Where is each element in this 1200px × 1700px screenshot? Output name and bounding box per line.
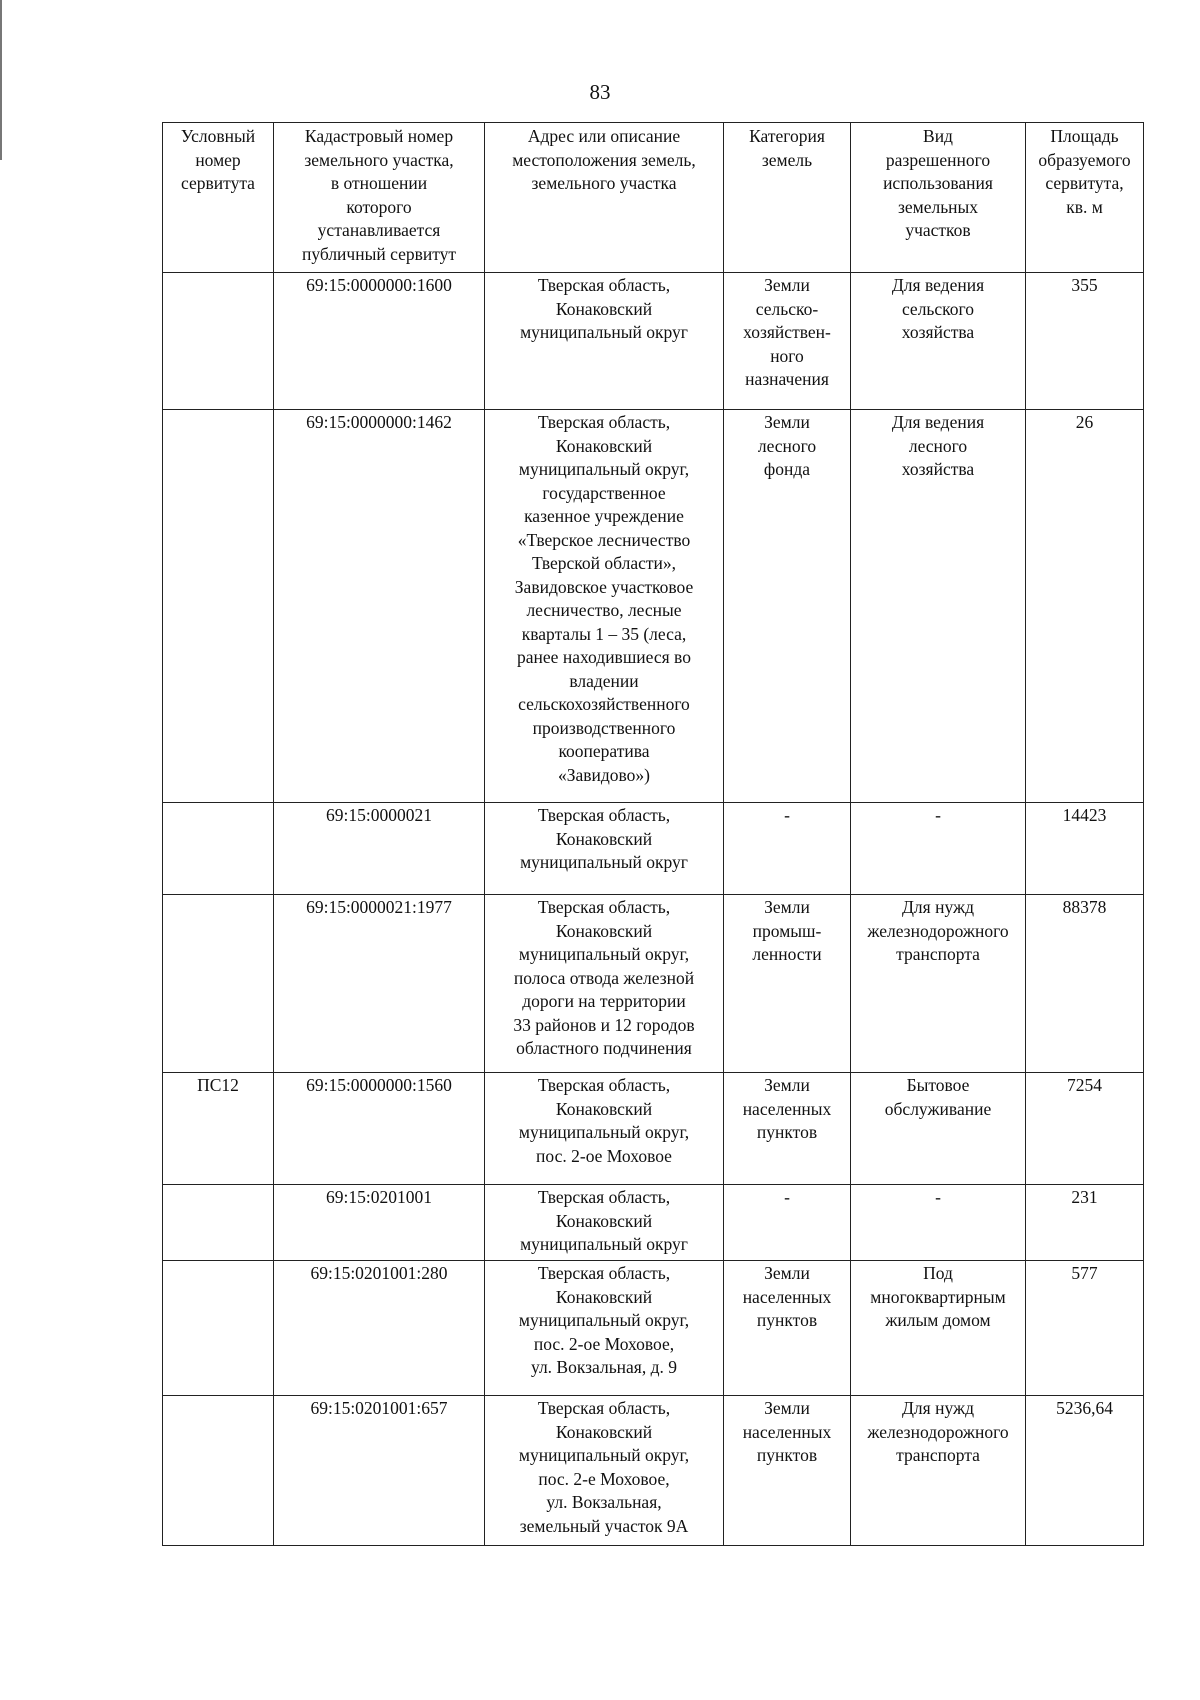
permitted-use-cell: Под многоквартирным жилым домом (851, 1261, 1026, 1396)
area-cell: 26 (1026, 410, 1144, 803)
table-row (163, 1185, 1144, 1261)
area-cell: 231 (1026, 1185, 1144, 1261)
header-servitude-number: Условный номер сервитута (163, 123, 274, 273)
cadastral-number-cell: 69:15:0000000:1462 (274, 410, 485, 803)
area-cell: 88378 (1026, 895, 1144, 1073)
land-category-cell: Земли населенных пунктов (724, 1261, 851, 1396)
servitude-number-cell (163, 803, 274, 895)
table-row (163, 1261, 1144, 1396)
address-cell: Тверская область, Конаковский муниципальный округ (485, 1185, 724, 1261)
permitted-use-cell: Для нужд железнодорожного транспорта (851, 1396, 1026, 1546)
land-category-cell: - (724, 1185, 851, 1261)
servitude-table (162, 122, 1144, 1546)
cadastral-number-cell: 69:15:0201001 (274, 1185, 485, 1261)
permitted-use-cell: Для ведения лесного хозяйства (851, 410, 1026, 803)
table-row (163, 410, 1144, 803)
servitude-number-cell (163, 410, 274, 803)
area-cell: 355 (1026, 273, 1144, 410)
cadastral-number-cell: 69:15:0000021 (274, 803, 485, 895)
address-cell: Тверская область, Конаковский муниципальный округ, пос. 2-е Моховое, ул. Вокзальная, земельный участок 9А (485, 1396, 724, 1546)
cadastral-number-cell: 69:15:0000000:1560 (274, 1073, 485, 1185)
table-row (163, 273, 1144, 410)
header-cadastral-number: Кадастровый номер земельного участка, в отношении которого устанавливается публичный сервитут (274, 123, 485, 273)
servitude-number-cell (163, 273, 274, 410)
permitted-use-cell: Для ведения сельского хозяйства (851, 273, 1026, 410)
cadastral-number-cell: 69:15:0000000:1600 (274, 273, 485, 410)
area-cell: 7254 (1026, 1073, 1144, 1185)
header-servitude-area: Площадь образуемого сервитута, кв. м (1026, 123, 1144, 273)
land-category-cell: Земли промыш- ленности (724, 895, 851, 1073)
header-address: Адрес или описание местоположения земель, земельного участка (485, 123, 724, 273)
page-number: 83 (589, 80, 611, 104)
table-row (163, 1396, 1144, 1546)
land-category-cell: - (724, 803, 851, 895)
cadastral-number-cell: 69:15:0201001:657 (274, 1396, 485, 1546)
permitted-use-cell: - (851, 803, 1026, 895)
table-row (163, 895, 1144, 1073)
servitude-number-cell (163, 1261, 274, 1396)
servitude-number-cell (163, 895, 274, 1073)
servitude-number-cell (163, 1396, 274, 1546)
address-cell: Тверская область, Конаковский муниципальный округ, государственное казенное учреждение «Тверское лесничество Тверской области», Завидовское участковое лесничество, лесные кварталы 1 – 35 (леса, ранее находившиеся во владении сельскохозяйственного производственного кооператива «Завидово») (485, 410, 724, 803)
area-cell: 5236,64 (1026, 1396, 1144, 1546)
header-land-category: Категория земель (724, 123, 851, 273)
cadastral-number-cell: 69:15:0000021:1977 (274, 895, 485, 1073)
header-permitted-use: Вид разрешенного использования земельных участков (851, 123, 1026, 273)
area-cell: 14423 (1026, 803, 1144, 895)
land-category-cell: Земли сельско- хозяйствен- ного назначения (724, 273, 851, 410)
address-cell: Тверская область, Конаковский муниципальный округ, пос. 2-ое Моховое (485, 1073, 724, 1185)
table-header-row (163, 123, 1144, 273)
land-category-cell: Земли населенных пунктов (724, 1396, 851, 1546)
address-cell: Тверская область, Конаковский муниципальный округ, пос. 2-ое Моховое, ул. Вокзальная, д. 9 (485, 1261, 724, 1396)
permitted-use-cell: Бытовое обслуживание (851, 1073, 1026, 1185)
address-cell: Тверская область, Конаковский муниципальный округ (485, 273, 724, 410)
permitted-use-cell: - (851, 1185, 1026, 1261)
address-cell: Тверская область, Конаковский муниципальный округ (485, 803, 724, 895)
address-cell: Тверская область, Конаковский муниципальный округ, полоса отвода железной дороги на территории 33 районов и 12 городов областного подчинения (485, 895, 724, 1073)
area-cell: 577 (1026, 1261, 1144, 1396)
servitude-number-cell (163, 1185, 274, 1261)
table-row (163, 803, 1144, 895)
servitude-number-cell: ПС12 (163, 1073, 274, 1185)
table-row (163, 1073, 1144, 1185)
cadastral-number-cell: 69:15:0201001:280 (274, 1261, 485, 1396)
permitted-use-cell: Для нужд железнодорожного транспорта (851, 895, 1026, 1073)
land-category-cell: Земли населенных пунктов (724, 1073, 851, 1185)
land-category-cell: Земли лесного фонда (724, 410, 851, 803)
